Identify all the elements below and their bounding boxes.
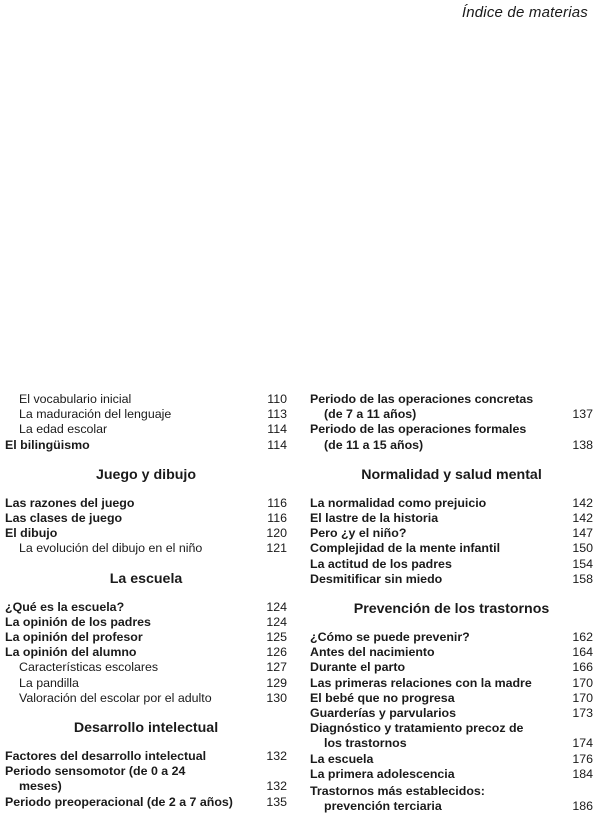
- toc-page-number: 125: [266, 630, 287, 645]
- toc-entry-text: Periodo preoperacional (de 2 a 7 años): [5, 794, 233, 809]
- toc-entry-title: [5, 438, 251, 453]
- toc-entry: [5, 526, 287, 541]
- toc-entry-title: [5, 749, 251, 764]
- toc-page-number: 135: [266, 794, 287, 809]
- toc-page-number: 130: [266, 690, 287, 705]
- toc-entry-text: El vocabulario inicial: [19, 392, 132, 406]
- section-heading: Desarrollo intelectual: [73, 720, 219, 737]
- toc-page-number: 170: [572, 675, 593, 690]
- section-heading: La escuela: [109, 570, 183, 587]
- toc-entry-title: [310, 691, 557, 706]
- toc-page-number: 113: [267, 407, 287, 422]
- toc-page-number: 132: [266, 749, 287, 764]
- toc-entry-title: [5, 764, 251, 794]
- toc-page-number: 129: [266, 675, 287, 690]
- toc-page-number: 164: [572, 645, 593, 660]
- toc-entry-title: [310, 572, 557, 587]
- toc-entry-title: [5, 526, 251, 541]
- toc-page-number: 114: [267, 422, 287, 437]
- toc-page-number: 154: [572, 556, 593, 571]
- toc-entry-text: Guarderías y parvularios: [310, 706, 457, 721]
- toc-page-number: 184: [572, 766, 593, 781]
- toc-entry: [310, 706, 593, 721]
- toc-entry-title: [310, 706, 557, 721]
- toc-entry-text: Valoración del escolar por el adulto: [19, 690, 212, 705]
- toc-entry: [310, 784, 593, 814]
- toc-page-number: 173: [572, 706, 593, 721]
- toc-entry: [5, 630, 287, 645]
- toc-entry-title: [310, 511, 557, 526]
- running-head: Índice de materias: [461, 4, 588, 21]
- toc-entry-title: [5, 691, 251, 706]
- toc-entry: [310, 392, 593, 422]
- toc-entry-title: [5, 676, 251, 691]
- toc-entry-title: [5, 392, 251, 407]
- toc-entry: [310, 752, 593, 767]
- toc-entry-text: El lastre de la historia: [310, 511, 439, 526]
- toc-entry: [5, 691, 287, 706]
- toc-entry-text: Antes del nacimiento: [310, 645, 435, 660]
- toc-entry-title: [310, 496, 557, 511]
- toc-entry-text: Periodo sensomotor (de 0 a 24: [5, 764, 186, 779]
- toc-page-number: 170: [572, 690, 593, 705]
- toc-page-number: 158: [572, 571, 593, 586]
- toc-entry: [310, 422, 593, 452]
- toc-entry-text: Complejidad de la mente infantil: [310, 541, 501, 556]
- toc-entry: [5, 615, 287, 630]
- toc-entry-text: Durante el parto: [310, 660, 406, 675]
- toc-entry-title: [5, 600, 251, 615]
- toc-page-number: 126: [266, 645, 287, 660]
- toc-page-number: 174: [572, 736, 593, 751]
- toc-page-number: 176: [572, 751, 593, 766]
- toc-entry-continuation: los trastornos: [324, 736, 407, 751]
- toc-right-column: [310, 392, 593, 814]
- toc-entry: [5, 392, 287, 407]
- toc-entry: [5, 541, 287, 556]
- toc-entry: [5, 511, 287, 526]
- toc-page-number: 116: [267, 495, 287, 510]
- toc-entry-text: La maduración del lenguaje: [19, 407, 172, 422]
- toc-entry-text: La opinión del alumno: [5, 645, 137, 660]
- toc-entry-text: Pero ¿y el niño?: [310, 526, 407, 541]
- toc-entry: [310, 721, 593, 751]
- toc-entry-text: La actitud de los padres: [310, 556, 452, 571]
- toc-left-column: [5, 392, 287, 810]
- toc-entry-text: Trastornos más establecidos:: [310, 784, 485, 799]
- toc-entry-text: El bilingüismo: [5, 437, 90, 452]
- toc-entry-text: Factores del desarrollo intelectual: [5, 749, 207, 764]
- toc-entry-text: La normalidad como prejuicio: [310, 495, 487, 510]
- toc-entry-title: [5, 496, 251, 511]
- toc-page-number: 186: [572, 799, 593, 814]
- toc-entry-text: La edad escolar: [19, 422, 108, 437]
- toc-page-number: 120: [266, 526, 287, 541]
- toc-entry: [310, 511, 593, 526]
- toc-page-number: 121: [266, 541, 287, 556]
- toc-page-number: 114: [267, 437, 287, 452]
- toc-entry: [310, 645, 593, 660]
- toc-entry: [5, 645, 287, 660]
- toc-entry-text: La escuela: [310, 751, 374, 766]
- toc-entry-title: [310, 752, 557, 767]
- toc-page-number: 124: [266, 614, 287, 629]
- toc-entry: [5, 600, 287, 615]
- toc-page-number: 142: [572, 495, 593, 510]
- toc-entry-text: Diagnóstico y tratamiento precoz de: [310, 721, 524, 736]
- toc-entry-title: [310, 630, 557, 645]
- toc-entry-text: El dibujo: [5, 526, 58, 541]
- toc-entry-title: [5, 541, 251, 556]
- toc-entry-text: La opinión del profesor: [5, 630, 143, 645]
- toc-page-number: 166: [572, 660, 593, 675]
- toc-entry-title: [310, 660, 557, 675]
- toc-entry-title: [310, 392, 557, 422]
- toc-entry: [5, 496, 287, 511]
- toc-entry-text: Las razones del juego: [5, 495, 135, 510]
- toc-page-number: 150: [572, 541, 593, 556]
- toc-entry-title: [310, 526, 557, 541]
- toc-entry-title: [5, 630, 251, 645]
- toc-entry: [5, 660, 287, 675]
- toc-page-number: 137: [572, 407, 593, 422]
- toc-entry-title: [310, 721, 557, 751]
- toc-entry-continuation: (de 7 a 11 años): [324, 407, 417, 422]
- toc-entry-title: [310, 784, 557, 814]
- toc-entry-title: [310, 422, 557, 452]
- section-heading: Prevención de los trastornos: [353, 601, 550, 618]
- toc-entry-title: [310, 767, 557, 782]
- toc-entry-text: Periodo de las operaciones concretas: [310, 392, 534, 406]
- toc-entry: [5, 764, 287, 794]
- toc-entry-title: [5, 645, 251, 660]
- toc-page-number: 147: [572, 526, 593, 541]
- toc-entry: [5, 438, 287, 453]
- toc-entry-text: Periodo de las operaciones formales: [310, 422, 527, 437]
- toc-entry-title: [5, 511, 251, 526]
- toc-entry-text: La primera adolescencia: [310, 766, 455, 781]
- toc-entry: [310, 630, 593, 645]
- toc-entry-text: El bebé que no progresa: [310, 690, 455, 705]
- toc-entry-text: Desmitificar sin miedo: [310, 571, 443, 586]
- toc-entry-continuation: (de 11 a 15 años): [324, 437, 424, 452]
- section-heading: Juego y dibujo: [95, 466, 197, 483]
- toc-entry-text: Las primeras relaciones con la madre: [310, 675, 532, 690]
- toc-entry: [310, 496, 593, 511]
- toc-entry-title: [5, 422, 251, 437]
- toc-entry: [310, 676, 593, 691]
- toc-entry-text: ¿Cómo se puede prevenir?: [310, 630, 470, 645]
- toc-entry: [310, 526, 593, 541]
- toc-entry: [5, 422, 287, 437]
- toc-entry-title: [5, 660, 251, 675]
- toc-entry-continuation: meses): [19, 779, 62, 794]
- toc-entry-title: [310, 645, 557, 660]
- toc-entry: [5, 676, 287, 691]
- toc-entry: [310, 767, 593, 782]
- toc-entry-title: [310, 541, 557, 556]
- toc-page-number: 162: [572, 630, 593, 645]
- toc-entry: [310, 691, 593, 706]
- toc-entry-text: La evolución del dibujo en el niño: [19, 541, 203, 556]
- toc-entry: [310, 557, 593, 572]
- toc-entry-text: ¿Qué es la escuela?: [5, 599, 125, 614]
- toc-entry-title: [310, 557, 557, 572]
- toc-entry: [5, 407, 287, 422]
- toc-entry-text: La opinión de los padres: [5, 614, 151, 629]
- toc-entry-title: [5, 615, 251, 630]
- toc-entry-continuation: prevención terciaria: [324, 799, 442, 814]
- toc-entry: [5, 795, 287, 810]
- toc-page-number: 138: [572, 437, 593, 452]
- toc-entry-text: Características escolares: [19, 660, 159, 675]
- toc-entry-title: [310, 676, 557, 691]
- toc-entry: [5, 749, 287, 764]
- section-heading: Normalidad y salud mental: [361, 466, 542, 483]
- toc-page-number: 116: [267, 511, 287, 526]
- toc-entry: [310, 660, 593, 675]
- toc-entry-text: Las clases de juego: [5, 511, 123, 526]
- toc-entry-text: La pandilla: [19, 675, 79, 690]
- toc-entry-title: [5, 407, 251, 422]
- toc-page-number: 124: [266, 599, 287, 614]
- toc-page-number: 110: [267, 392, 287, 406]
- toc-page-number: 132: [266, 779, 287, 794]
- toc-page-number: 127: [266, 660, 287, 675]
- toc-page-number: 142: [572, 511, 593, 526]
- toc-entry: [310, 572, 593, 587]
- toc-entry: [310, 541, 593, 556]
- toc-entry-title: [5, 795, 251, 810]
